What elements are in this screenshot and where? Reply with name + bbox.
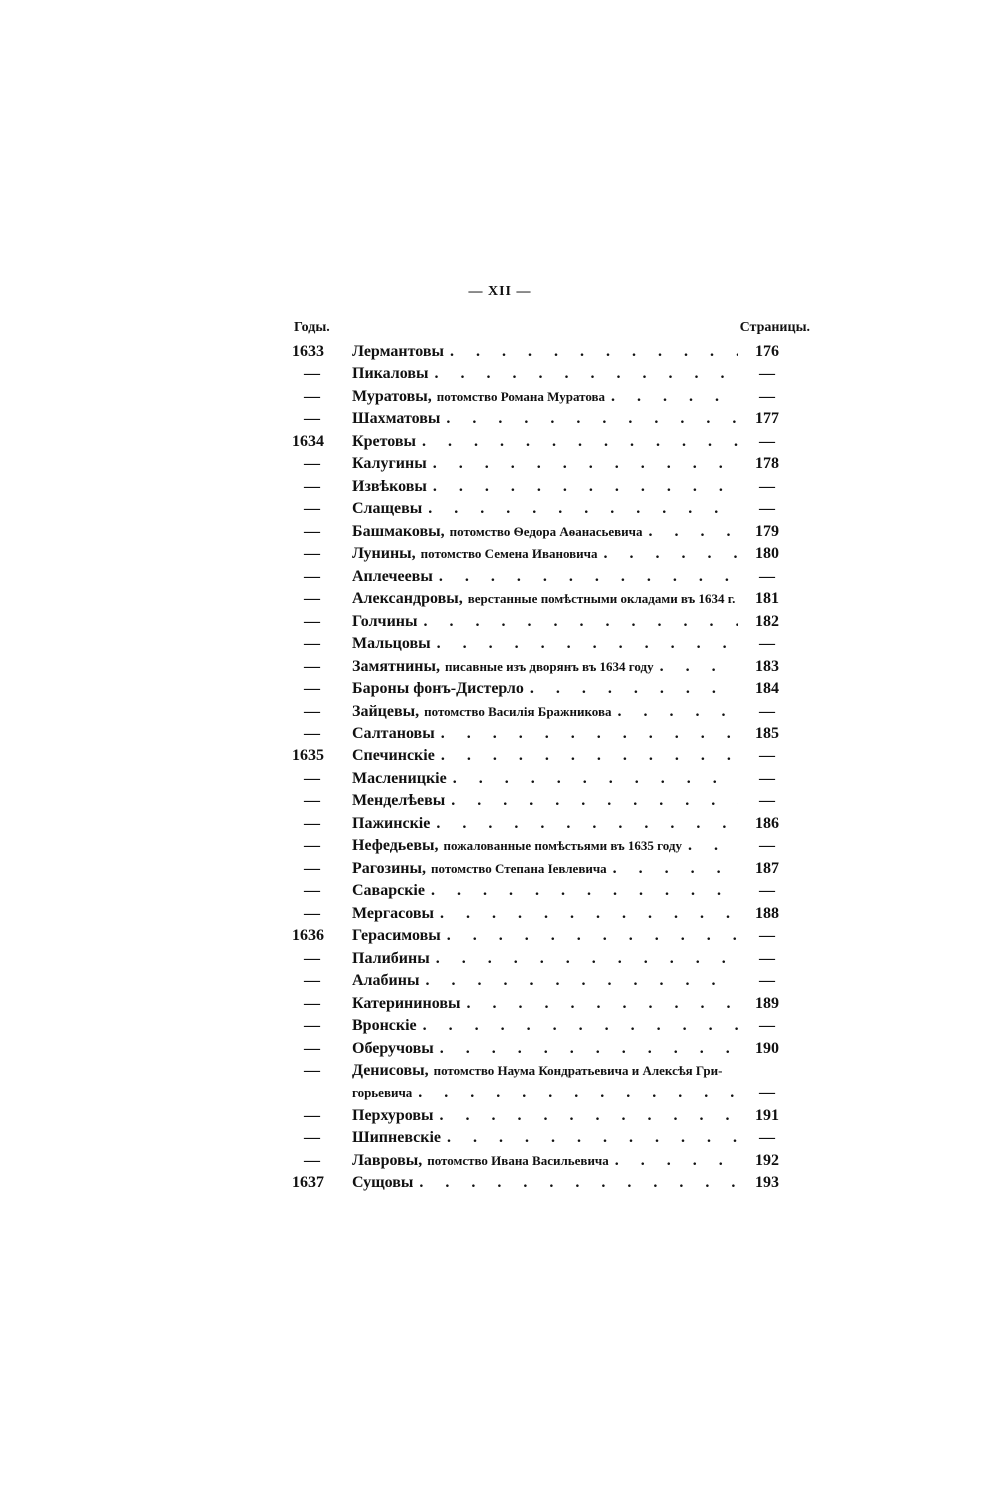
toc-row — [292, 703, 792, 725]
toc-row — [292, 927, 792, 949]
toc-family-name: Масленицкіе — [352, 769, 447, 787]
toc-entry-note: пожалованные помѣстьями въ 1635 году — [443, 838, 682, 854]
toc-entry — [352, 410, 742, 428]
toc-family-name: Мергасовы — [352, 904, 434, 922]
toc-entry — [352, 815, 742, 833]
dot-leader — [433, 455, 738, 473]
toc-entry — [352, 1174, 742, 1192]
toc-family-name: Герасимовы — [352, 927, 441, 945]
toc-row — [292, 478, 792, 500]
toc-family-name: Зайцевы, — [352, 702, 420, 720]
toc-row — [292, 1152, 792, 1174]
toc-entry-note: потомство Семена Ивановича — [420, 546, 598, 562]
dot-leader — [451, 792, 738, 810]
toc-family-name: Лермантовы — [352, 343, 444, 360]
toc-family-name: Вронскіе — [352, 1017, 417, 1035]
toc-year: — — [304, 545, 320, 563]
toc-row — [292, 568, 792, 590]
toc-entry — [352, 995, 742, 1013]
toc-year: — — [304, 680, 320, 698]
toc-year: — — [304, 949, 320, 967]
toc-family-name: Пикаловы — [352, 365, 429, 383]
toc-page: 191 — [755, 1106, 779, 1124]
toc-page: 182 — [755, 612, 779, 630]
toc-page: 183 — [755, 657, 779, 675]
toc-page: — — [759, 747, 775, 765]
dot-leader — [446, 410, 738, 428]
toc-entry — [352, 1152, 742, 1170]
toc-family-name: Лунины, — [352, 545, 416, 563]
toc-page: 193 — [755, 1174, 779, 1192]
toc-row — [292, 433, 792, 455]
toc-row — [292, 860, 792, 882]
toc-page: — — [759, 972, 775, 990]
dot-leader — [435, 365, 739, 383]
toc-page: — — [759, 949, 775, 967]
dot-leader — [422, 433, 738, 451]
toc-row — [292, 500, 792, 522]
toc-row — [292, 815, 792, 837]
toc-entry — [352, 343, 742, 361]
toc-family-name: Денисовы, — [352, 1062, 429, 1079]
toc-entry — [352, 478, 742, 496]
dot-leader — [688, 837, 738, 855]
toc-entry — [352, 725, 742, 743]
dot-leader — [439, 1107, 738, 1125]
toc-row — [292, 410, 792, 432]
toc-page: 180 — [755, 545, 779, 563]
toc-row — [292, 770, 792, 792]
toc-family-name: Мальцовы — [352, 635, 431, 653]
toc-page: 188 — [755, 904, 779, 922]
toc-year: — — [304, 994, 320, 1012]
toc-family-name: Лавровы, — [352, 1151, 423, 1169]
toc-page: — — [759, 882, 775, 900]
toc-year: — — [304, 814, 320, 832]
toc-year: — — [304, 590, 320, 608]
toc-page: 178 — [755, 455, 779, 473]
dot-leader — [530, 680, 738, 698]
toc-row — [292, 590, 792, 612]
toc-entry — [352, 860, 742, 878]
toc-page: — — [759, 792, 775, 810]
toc-entry-note: потомство Наума Кондратьевича и Алексѣя Гри- — [433, 1063, 723, 1078]
dot-leader — [433, 478, 738, 496]
toc-year: — — [304, 500, 320, 518]
toc-entry — [352, 1129, 742, 1147]
toc-year: 1634 — [292, 432, 324, 450]
toc-entry-note: потомство Степана Іевлевича — [431, 860, 607, 876]
years-column-header: Годы. — [294, 320, 330, 335]
dot-leader — [453, 770, 738, 788]
dot-leader — [447, 1129, 738, 1147]
toc-page: — — [759, 1084, 775, 1102]
toc-entry — [352, 1062, 742, 1080]
dot-leader — [424, 613, 739, 631]
toc-row — [292, 1040, 792, 1062]
dot-leader — [613, 860, 738, 878]
toc-family-name: Слащевы — [352, 500, 423, 518]
toc-row — [292, 882, 792, 904]
toc-page: — — [759, 1129, 775, 1147]
toc-page: 186 — [755, 814, 779, 832]
dot-leader — [466, 995, 738, 1013]
toc-family-name: Перхуровы — [352, 1106, 434, 1124]
toc-year: — — [304, 702, 320, 720]
toc-family-name: Нефедьевы, — [352, 837, 439, 855]
toc-entry — [352, 658, 742, 676]
toc-family-name: Аплечеевы — [352, 567, 433, 585]
dot-leader — [660, 658, 738, 676]
toc-year: — — [304, 567, 320, 585]
toc-year: — — [304, 522, 320, 540]
dot-leader — [436, 815, 738, 833]
toc-row — [292, 635, 792, 657]
toc-page: 190 — [755, 1039, 779, 1057]
dot-leader — [425, 972, 738, 990]
toc-page: — — [759, 432, 775, 450]
toc-family-name: Саварскіе — [352, 882, 425, 900]
dot-leader — [603, 545, 738, 563]
toc-family-name: Шахматовы — [352, 410, 441, 428]
toc-entry — [352, 1017, 742, 1035]
toc-entry — [352, 455, 742, 473]
toc-entry-note: писавные изъ дворянъ въ 1634 году — [445, 658, 654, 674]
toc-row — [292, 680, 792, 702]
toc-row — [292, 837, 792, 859]
toc-page: 185 — [755, 724, 779, 742]
toc-page: 187 — [755, 859, 779, 877]
toc-entry — [352, 882, 742, 900]
toc-entry — [352, 905, 742, 923]
toc-row — [292, 523, 792, 545]
toc-family-name: Пажинскіе — [352, 814, 431, 832]
dot-leader — [428, 500, 738, 518]
toc-row — [292, 972, 792, 994]
toc-entry-note: потомство Романа Муратова — [436, 388, 606, 404]
toc-year: — — [304, 859, 320, 877]
toc-year: — — [304, 1151, 320, 1169]
toc-page: — — [759, 387, 775, 405]
toc-page: — — [759, 837, 775, 855]
toc-family-name: Сущовы — [352, 1174, 414, 1192]
toc-row — [292, 1107, 792, 1129]
dot-leader — [649, 523, 738, 541]
toc-year: — — [304, 387, 320, 405]
toc-family-name: Александровы, — [352, 590, 463, 608]
toc-entry — [352, 500, 742, 518]
dot-leader — [437, 635, 738, 653]
toc-row — [292, 658, 792, 680]
toc-entry — [352, 972, 742, 990]
toc-row — [292, 613, 792, 635]
toc-family-name: Извѣковы — [352, 477, 427, 495]
dot-leader — [450, 343, 738, 361]
toc-entry — [352, 1084, 742, 1102]
toc-family-name: Алабины — [352, 972, 420, 990]
toc-entry-note: потомство Ивана Васильевича — [427, 1152, 609, 1168]
toc-entry — [352, 613, 742, 631]
toc-row — [292, 545, 792, 567]
toc-row — [292, 1062, 792, 1084]
dot-leader — [440, 905, 738, 923]
toc-year: 1637 — [292, 1174, 324, 1192]
toc-row — [292, 388, 792, 410]
toc-page: — — [759, 635, 775, 653]
toc-page: — — [759, 1017, 775, 1035]
toc-page: 189 — [755, 994, 779, 1012]
toc-year: — — [304, 657, 320, 675]
toc-row — [292, 1174, 792, 1196]
toc-year: — — [304, 1106, 320, 1124]
toc-row — [292, 950, 792, 972]
toc-row — [292, 725, 792, 747]
toc-family-name: Башмаковы, — [352, 522, 445, 540]
toc-entry — [352, 1107, 742, 1125]
toc-entry — [352, 365, 742, 383]
toc-page: 176 — [755, 343, 779, 360]
toc-page: 179 — [755, 522, 779, 540]
toc-family-name: Спечинскіе — [352, 747, 435, 765]
toc-year: — — [304, 1039, 320, 1057]
toc-page: 181 — [755, 590, 779, 608]
toc-entry — [352, 545, 742, 563]
dot-leader — [419, 1174, 738, 1192]
toc-page: — — [759, 567, 775, 585]
toc-entry — [352, 837, 742, 855]
toc-family-name: Палибины — [352, 949, 430, 967]
toc-entry — [352, 388, 742, 406]
dot-leader — [441, 747, 738, 765]
toc-family-name: Шипневскіе — [352, 1129, 442, 1147]
dot-leader — [440, 1040, 738, 1058]
toc-year: — — [304, 1017, 320, 1035]
toc-year: — — [304, 410, 320, 428]
toc-row — [292, 1017, 792, 1039]
toc-year: — — [304, 904, 320, 922]
toc-page: — — [759, 702, 775, 720]
toc-year: — — [304, 365, 320, 383]
toc-row — [292, 1129, 792, 1151]
dot-leader — [615, 1152, 738, 1170]
toc-entry — [352, 680, 742, 698]
toc-page: — — [759, 927, 775, 945]
toc-page: — — [759, 365, 775, 383]
toc-page: — — [759, 477, 775, 495]
dot-leader — [431, 882, 738, 900]
toc-family-name: Оберучовы — [352, 1039, 434, 1057]
toc-year: — — [304, 1062, 320, 1079]
toc-entry-note: потомство Ѳедора Аѳанасьевича — [449, 523, 643, 539]
toc-entry — [352, 703, 742, 721]
toc-entry — [352, 770, 742, 788]
toc-entry — [352, 433, 742, 451]
toc-entry — [352, 635, 742, 653]
dot-leader — [439, 568, 738, 586]
toc-row — [292, 792, 792, 814]
toc-family-name: Бароны фонъ-Дистерло — [352, 680, 524, 698]
toc-family-name: Замятнины, — [352, 657, 441, 675]
toc-year: — — [304, 769, 320, 787]
toc-year: — — [304, 882, 320, 900]
toc-year: — — [304, 455, 320, 473]
pages-column-header: Страницы. — [739, 320, 810, 335]
page-number: — XII — — [468, 284, 532, 299]
toc-row — [292, 995, 792, 1017]
toc-entry — [352, 792, 742, 810]
toc-page: 184 — [755, 680, 779, 698]
toc-year: — — [304, 837, 320, 855]
dot-leader — [617, 703, 738, 721]
toc-row — [292, 747, 792, 769]
toc-family-name: Муратовы, — [352, 387, 432, 405]
toc-family-name: Катерининовы — [352, 994, 461, 1012]
toc-year: — — [304, 792, 320, 810]
toc-row — [292, 343, 792, 365]
toc-page: 177 — [755, 410, 779, 428]
toc-family-name: Менделѣевы — [352, 792, 446, 810]
toc-row — [292, 365, 792, 387]
toc-year: — — [304, 635, 320, 653]
toc-row — [292, 455, 792, 477]
toc-family-name: Голчины — [352, 612, 418, 630]
toc-entry — [352, 927, 742, 945]
toc-year: — — [304, 612, 320, 630]
toc-entry-note: потомство Василія Бражникова — [424, 703, 612, 719]
toc-year: — — [304, 724, 320, 742]
toc-family-name: Кретовы — [352, 432, 416, 450]
dot-leader — [418, 1084, 738, 1102]
toc-page: — — [759, 500, 775, 518]
dot-leader — [436, 950, 738, 968]
dot-leader — [423, 1017, 738, 1035]
toc-row — [292, 905, 792, 927]
dot-leader — [611, 388, 738, 406]
toc-page: 192 — [755, 1151, 779, 1169]
toc-entry — [352, 590, 742, 608]
toc-year: — — [304, 972, 320, 990]
toc-entry — [352, 1040, 742, 1058]
toc-row — [292, 1084, 792, 1106]
toc-family-name: Салтановы — [352, 724, 435, 742]
table-of-contents — [292, 343, 792, 1197]
toc-year: — — [304, 477, 320, 495]
toc-year: 1635 — [292, 747, 324, 765]
toc-entry — [352, 523, 742, 541]
dot-leader — [447, 927, 738, 945]
toc-page: — — [759, 769, 775, 787]
toc-year: 1636 — [292, 927, 324, 945]
toc-entry-note: горьевича — [352, 1085, 413, 1101]
toc-entry — [352, 950, 742, 968]
dot-leader — [441, 725, 738, 743]
toc-entry — [352, 747, 742, 765]
toc-entry — [352, 568, 742, 586]
toc-family-name: Калугины — [352, 455, 427, 473]
toc-family-name: Рагозины, — [352, 859, 426, 877]
toc-year: — — [304, 1129, 320, 1147]
toc-year: 1633 — [292, 343, 324, 360]
toc-entry-note: верстанные помѣстными окладами въ 1634 г. — [467, 591, 736, 607]
